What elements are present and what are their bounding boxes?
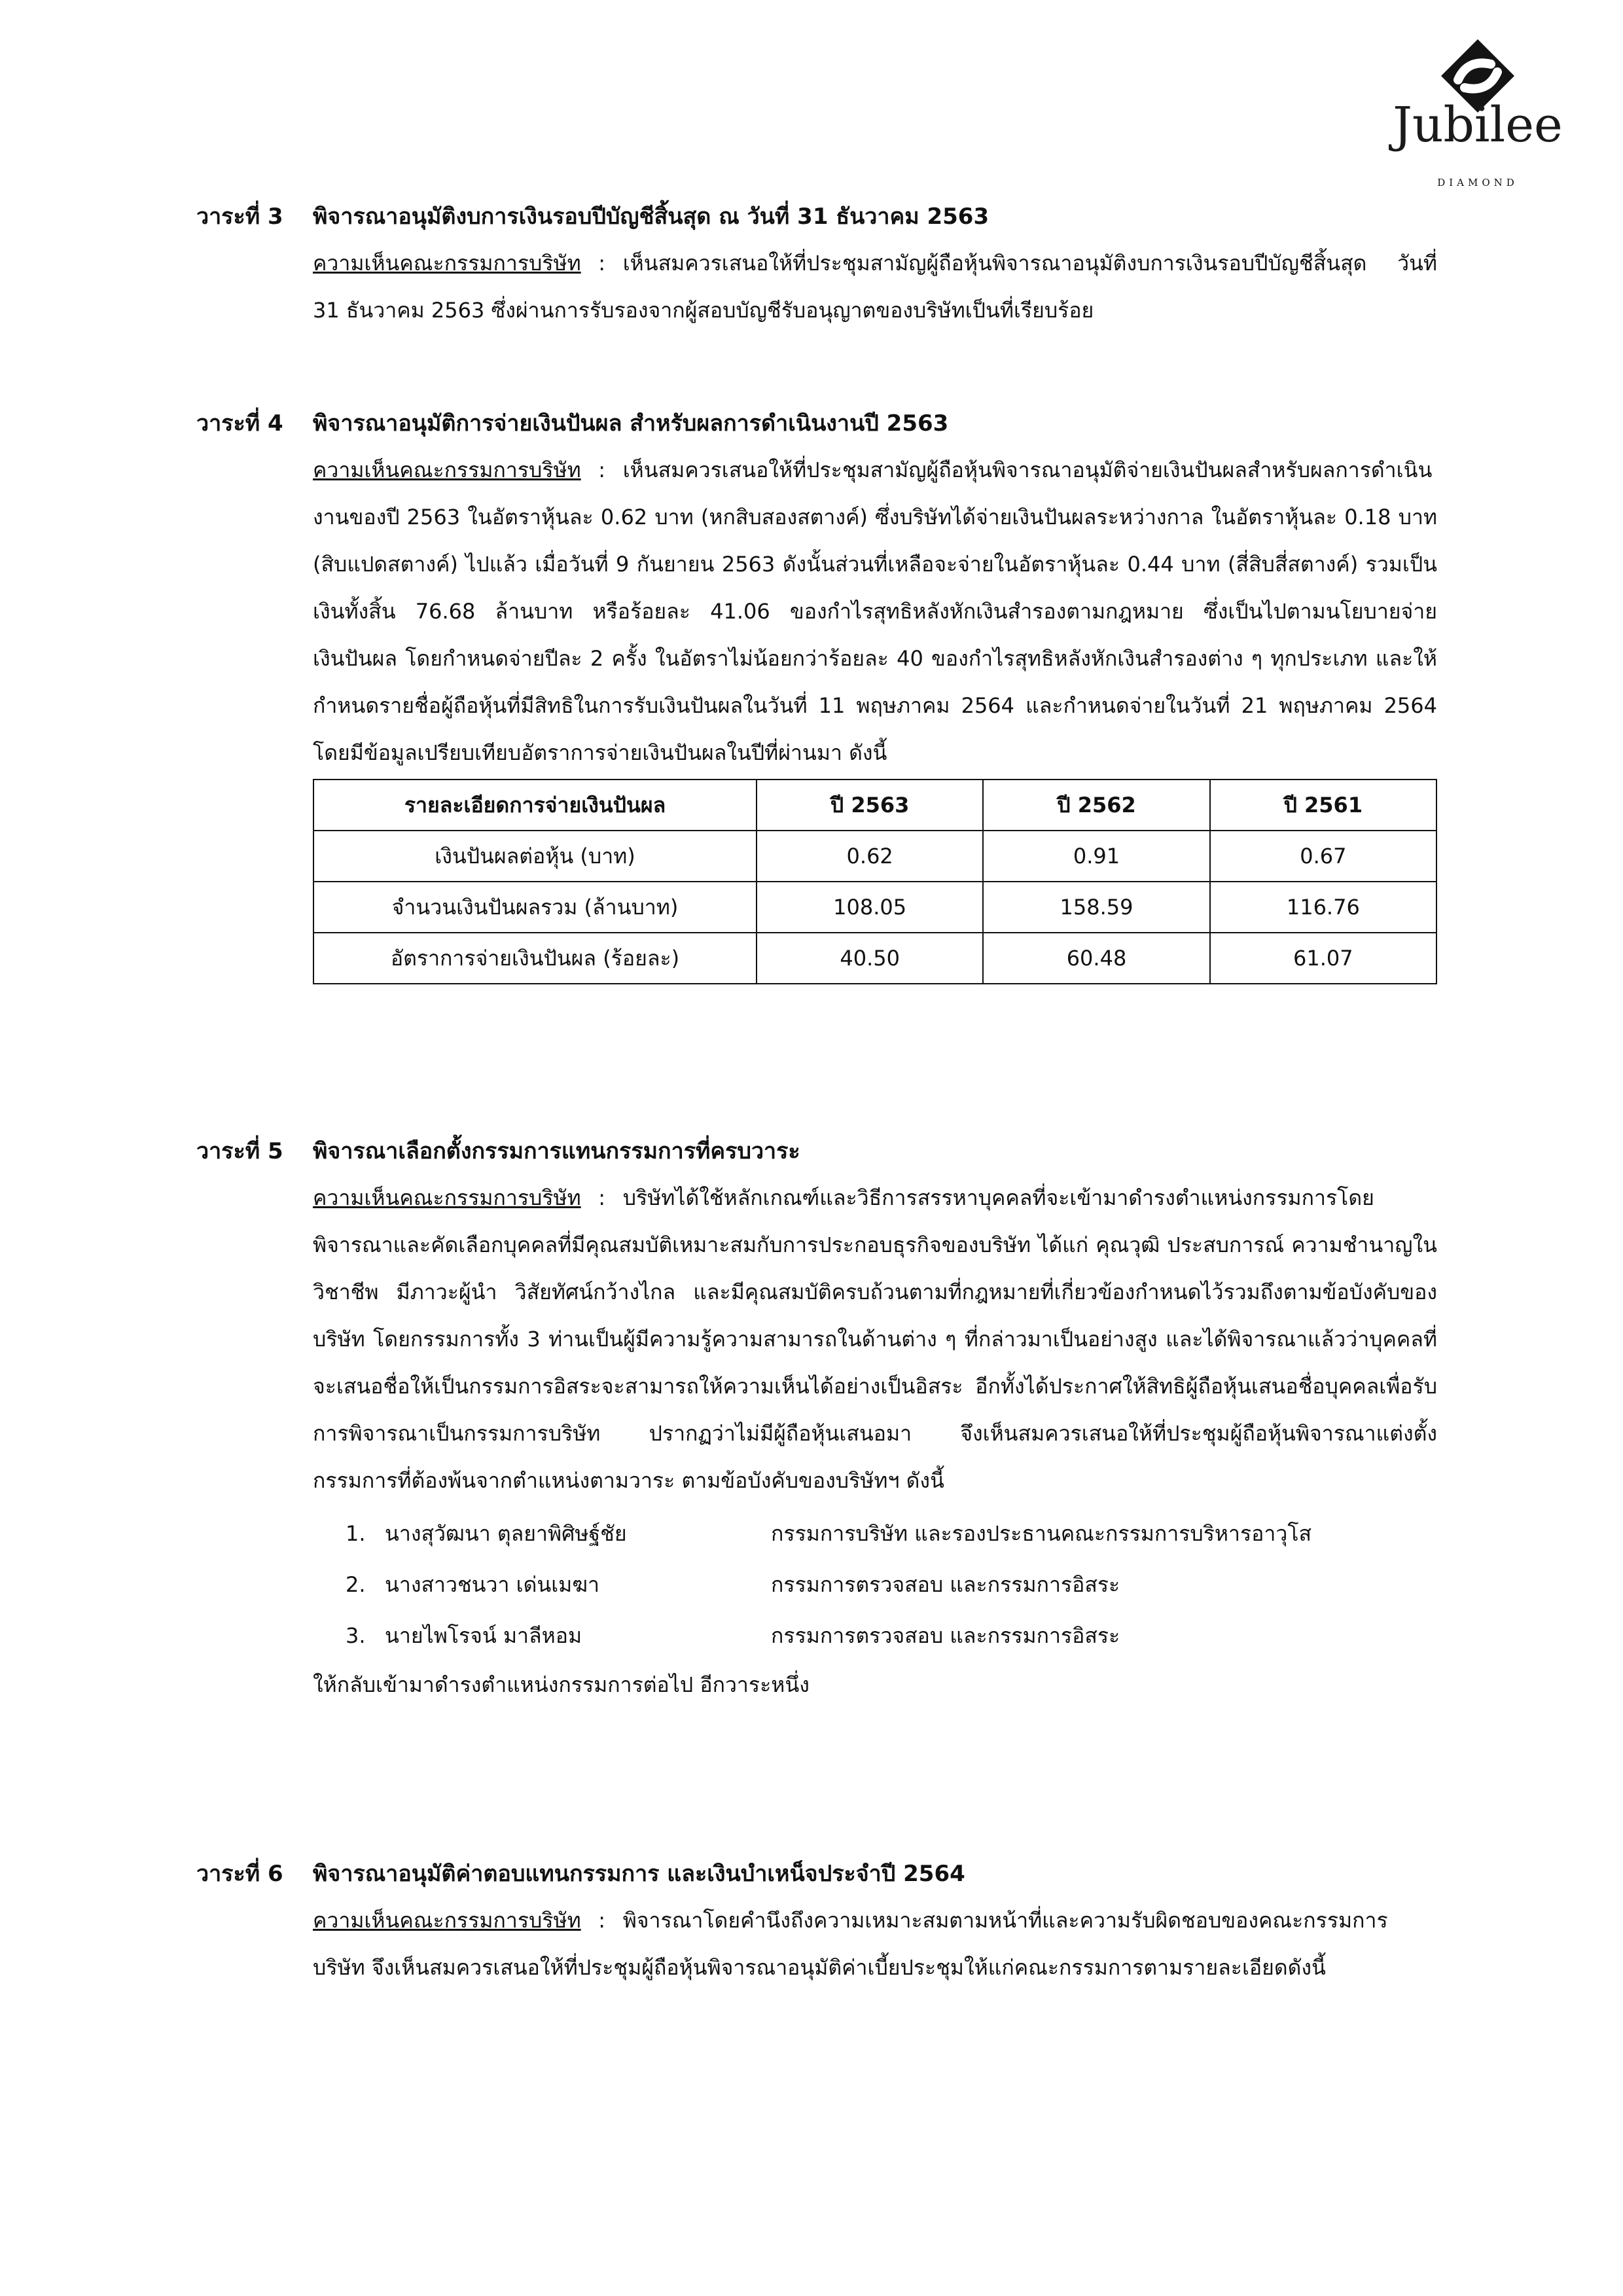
table-row [313, 882, 1436, 933]
candidate-name: นายไพโรจน์ มาลีหอม [385, 1623, 582, 1648]
agenda-number: วาระที่ 6 [196, 1861, 283, 1887]
agenda-opinion [313, 240, 1437, 334]
agenda-6 [196, 1854, 1440, 1991]
agenda-title: พิจารณาอนุมัติค่าตอบแทนกรรมการ และเงินบำเหน็จประจำปี 2564 [313, 1861, 965, 1887]
table-cell: จำนวนเงินปันผลรวม (ล้านบาท) [313, 882, 757, 933]
agenda-heading [196, 1854, 1440, 1894]
agenda-number: วาระที่ 3 [196, 204, 283, 230]
opinion-text: เห็นสมควรเสนอให้ที่ประชุมสามัญผู้ถือหุ้นพิจารณาอนุมัติงบการเงินรอบปีบัญชีสิ้นสุด วันที่ 31 ธันวาคม 2563 ซึ่งผ่านการรับรองจากผู้สอบบัญชีรับอนุญาตของบริษัทเป็นที่เรียบร้อย [313, 251, 1437, 323]
candidate-list [313, 1508, 1440, 1661]
candidate-name: นางสาวชนวา เด่นเมฆา [385, 1572, 599, 1597]
table-cell: 40.50 [757, 933, 983, 984]
opinion-separator: : [598, 251, 606, 276]
candidate-position: กรรมการตรวจสอบ และกรรมการอิสระ [771, 1572, 1120, 1597]
table-header-row [313, 780, 1436, 831]
opinion-text: เห็นสมควรเสนอให้ที่ประชุมสามัญผู้ถือหุ้นพิจารณาอนุมัติจ่ายเงินปันผลสำหรับผลการดำเนินงานของปี 2563 ในอัตราหุ้นละ 0.62 บาท (หกสิบสองสตางค์) ซึ่งบริษัทได้จ่ายเงินปันผลระหว่างกาล ในอัตราหุ้นละ 0.18 บาท (สิบแปดสตางค์) ไปแล้ว เมื่อวันที่ 9 กันยายน 2563 ดังนั้นส่วนที่เหลือจะจ่ายในอัตราหุ้นละ 0.44 บาท (สี่สิบสี่สตางค์) รวมเป็นเงินทั้งสิ้น 76.68 ล้านบาท หรือร้อยละ 41.06 ของกำไรสุทธิหลังหักเงินสำรองตามกฎหมาย ซึ่งเป็นไปตามนโยบายจ่ายเงินปันผล โดยกำหนดจ่ายปีละ 2 ครั้ง ในอัตราไม่น้อยกว่าร้อยละ 40 ของกำไรสุทธิหลังหักเงินสำรองต่าง ๆ ทุกประเภท และให้กำหนดรายชื่อผู้ถือหุ้นที่มีสิทธิในการรับเงินปันผลในวันที่ 11 พฤษภาคม 2564 และกำหนดจ่ายในวันที่ 21 พฤษภาคม 2564 โดยมีข้อมูลเปรียบเทียบอัตราการจ่ายเงินปันผลในปีที่ผ่านมา ดังนี้ [313, 457, 1437, 765]
opinion-text: บริษัทได้ใช้หลักเกณฑ์และวิธีการสรรหาบุคคลที่จะเข้ามาดำรงตำแหน่งกรรมการโดยพิจารณาและคัดเลือกบุคคลที่มีคุณสมบัติเหมาะสมกับการประกอบธุรกิจของบริษัท ได้แก่ คุณวุฒิ ประสบการณ์ ความชำนาญในวิชาชีพ มีภาวะผู้นำ วิสัยทัศน์กว้างไกล และมีคุณสมบัติครบถ้วนตามที่กฎหมายที่เกี่ยวข้องกำหนดไว้รวมถึงตามข้อบังคับของบริษัท โดยกรรมการทั้ง 3 ท่านเป็นผู้มีความรู้ความสามารถในด้านต่าง ๆ ที่กล่าวมาเป็นอย่างสูง และได้พิจารณาแล้วว่าบุคคลที่จะเสนอชื่อให้เป็นกรรมการอิสระจะสามารถให้ความเห็นได้อย่างเป็นอิสระ อีกทั้งได้ประกาศให้สิทธิผู้ถือหุ้นเสนอชื่อบุคคลเพื่อรับการพิจารณาเป็นกรรมการบริษัท ปรากฏว่าไม่มีผู้ถือหุ้นเสนอมา จึงเห็นสมควรเสนอให้ที่ประชุมผู้ถือหุ้นพิจารณาแต่งตั้งกรรมการที่ต้องพ้นจากตำแหน่งตามวาระ ตามข้อบังคับของบริษัทฯ ดังนี้ [313, 1185, 1437, 1493]
list-item [313, 1610, 1440, 1661]
logo-tagline: DIAMOND [1437, 177, 1518, 188]
candidate-number: 2. [346, 1572, 366, 1597]
candidate-position: กรรมการบริษัท และรองประธานคณะกรรมการบริหารอาวุโส [771, 1521, 1312, 1546]
table-cell: 0.67 [1210, 831, 1436, 882]
list-item [313, 1508, 1440, 1559]
agenda-opinion [313, 1897, 1437, 1991]
agenda-4 [196, 403, 1440, 984]
list-item [313, 1559, 1440, 1610]
agenda-title: พิจารณาเลือกตั้งกรรมการแทนกรรมการที่ครบวาระ [313, 1138, 800, 1164]
table-row [313, 933, 1436, 984]
opinion-separator: : [598, 457, 606, 482]
candidate-position: กรรมการตรวจสอบ และกรรมการอิสระ [771, 1623, 1120, 1648]
table-cell: เงินปันผลต่อหุ้น (บาท) [313, 831, 757, 882]
opinion-separator: : [598, 1185, 606, 1210]
opinion-label: ความเห็นคณะกรรมการบริษัท [313, 1908, 581, 1933]
agenda-title: พิจารณาอนุมัติการจ่ายเงินปันผล สำหรับผลการดำเนินงานปี 2563 [313, 410, 949, 437]
logo-wordmark: Jubilee [1393, 97, 1563, 153]
candidate-closing-text: ให้กลับเข้ามาดำรงตำแหน่งกรรมการต่อไป อีกวาระหนึ่ง [313, 1672, 810, 1697]
agenda-heading [196, 196, 1440, 237]
agenda-opinion [313, 446, 1437, 776]
agenda-number: วาระที่ 5 [196, 1138, 283, 1164]
opinion-label: ความเห็นคณะกรรมการบริษัท [313, 251, 581, 276]
candidate-name: นางสุวัฒนา ตุลยาพิศิษฐ์ชัย [385, 1521, 627, 1546]
opinion-text: พิจารณาโดยคำนึงถึงความเหมาะสมตามหน้าที่และความรับผิดชอบของคณะกรรมการบริษัท จึงเห็นสมควรเสนอให้ที่ประชุมผู้ถือหุ้นพิจารณาอนุมัติค่าเบี้ยประชุมให้แก่คณะกรรมการตามรายละเอียดดังนี้ [313, 1908, 1388, 1980]
table-cell: 0.91 [983, 831, 1209, 882]
opinion-separator: : [598, 1908, 606, 1933]
agenda-title: พิจารณาอนุมัติงบการเงินรอบปีบัญชีสิ้นสุด ณ วันที่ 31 ธันวาคม 2563 [313, 204, 990, 230]
table-cell: 60.48 [983, 933, 1209, 984]
table-cell: 116.76 [1210, 882, 1436, 933]
agenda-5 [196, 1131, 1440, 1708]
opinion-label: ความเห็นคณะกรรมการบริษัท [313, 457, 581, 482]
table-cell: อัตราการจ่ายเงินปันผล (ร้อยละ) [313, 933, 757, 984]
dividend-comparison-table [313, 779, 1437, 984]
agenda-heading [196, 403, 1440, 444]
table-row [313, 831, 1436, 882]
table-header-cell: รายละเอียดการจ่ายเงินปันผล [313, 780, 757, 831]
agenda-number: วาระที่ 4 [196, 410, 283, 437]
agenda-heading [196, 1131, 1440, 1172]
agenda-opinion [313, 1174, 1437, 1504]
candidate-number: 1. [346, 1521, 366, 1546]
table-cell: 158.59 [983, 882, 1209, 933]
company-logo [1393, 37, 1563, 188]
table-header-cell: ปี 2561 [1210, 780, 1436, 831]
table-cell: 0.62 [757, 831, 983, 882]
candidate-number: 3. [346, 1623, 366, 1648]
table-cell: 61.07 [1210, 933, 1436, 984]
table-header-cell: ปี 2563 [757, 780, 983, 831]
opinion-label: ความเห็นคณะกรรมการบริษัท [313, 1185, 581, 1210]
agenda-3 [196, 196, 1440, 334]
table-header-cell: ปี 2562 [983, 780, 1209, 831]
table-cell: 108.05 [757, 882, 983, 933]
